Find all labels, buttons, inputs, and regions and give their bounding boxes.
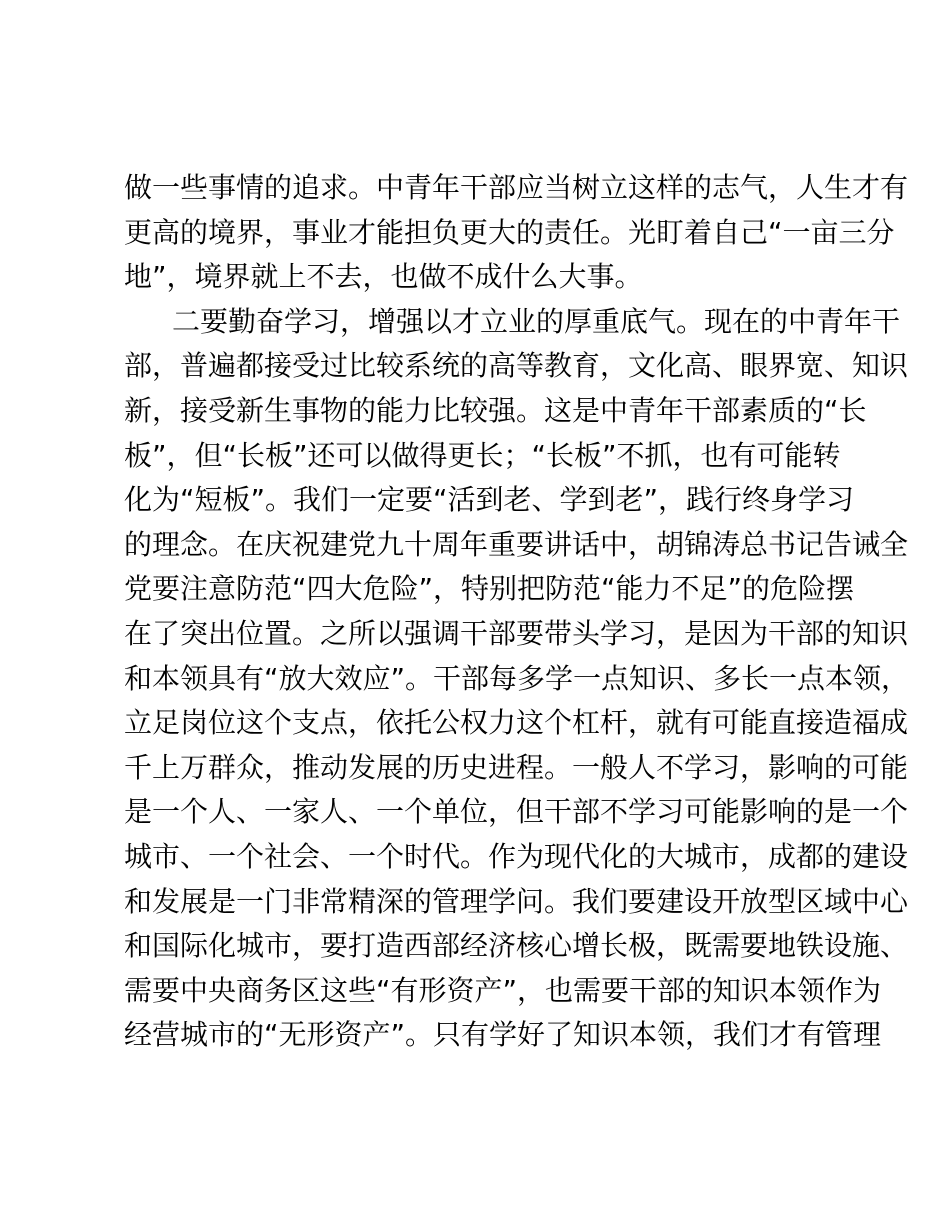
text-line: 千上万群众，推动发展的历史进程。一般人不学习，影响的可能 <box>124 750 909 784</box>
text-line: 是一个人、一家人、一个单位，但干部不学习可能影响的是一个 <box>124 795 909 829</box>
text-line: 新，接受新生事物的能力比较强。这是中青年干部素质的“长 <box>124 393 867 427</box>
text-line: 做一些事情的追求。中青年干部应当树立这样的志气，人生才有 <box>124 171 909 204</box>
text-line: 和本领具有“放大效应”。干部每多学一点知识、多长一点本领， <box>124 661 910 695</box>
text-line: 党要注意防范“四大危险”，特别把防范“能力不足”的危险摆 <box>124 572 855 606</box>
text-line: 更高的境界，事业才能担负更大的责任。光盯着自己“一亩三分 <box>124 215 895 249</box>
text-line: 立足岗位这个支点，依托公权力这个杠杆，就有可能直接造福成 <box>124 706 909 740</box>
text-line: 和发展是一门非常精深的管理学问。我们要建设开放型区域中心 <box>124 884 909 918</box>
text-line: 二要勤奋学习，增强以才立业的厚重底气。现在的中青年干 <box>172 304 901 338</box>
text-line: 板”，但“长板”还可以做得更长；“长板”不抓，也有可能转 <box>124 438 841 472</box>
text-line: 地”，境界就上不去，也做不成什么大事。 <box>124 260 643 294</box>
text-line: 需要中央商务区这些“有形资产”，也需要干部的知识本领作为 <box>124 973 882 1007</box>
text-line: 的理念。在庆祝建党九十周年重要讲话中，胡锦涛总书记告诫全 <box>124 527 909 561</box>
text-line: 部，普遍都接受过比较系统的高等教育，文化高、眼界宽、知识 <box>124 349 909 383</box>
text-line: 化为“短板”。我们一定要“活到老、学到老”，践行终身学习 <box>124 483 855 517</box>
text-line: 和国际化城市，要打造西部经济核心增长极，既需要地铁设施、 <box>124 929 909 963</box>
body-text <box>124 166 910 1058</box>
text-line: 城市、一个社会、一个时代。作为现代化的大城市，成都的建设 <box>124 839 909 873</box>
text-line: 经营城市的“无形资产”。只有学好了知识本领，我们才有管理 <box>124 1018 882 1052</box>
text-line: 在了突出位置。之所以强调干部要带头学习，是因为干部的知识 <box>124 616 909 650</box>
